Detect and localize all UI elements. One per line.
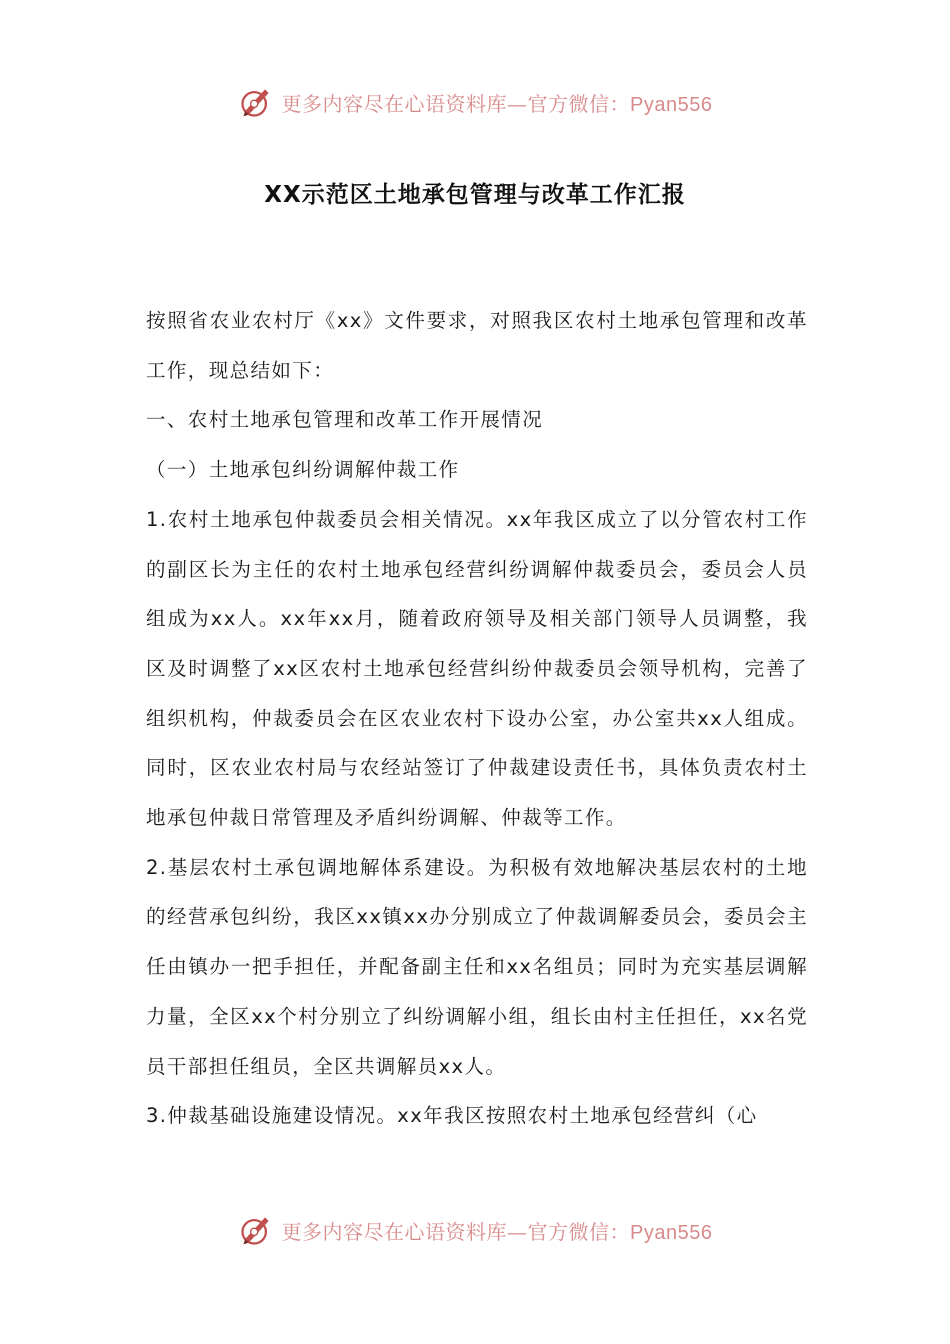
document-body [146, 296, 808, 1141]
body-paragraph-2: 2.基层农村土承包调地解体系建设。为积极有效地解决基层农村的土地的经营承包纠纷，我区xx镇xx办分别成立了仲裁调解委员会，委员会主任由镇办一把手担任，并配备副主任和xx名组员；同时为充实基层调解力量，全区xx个村分别立了纠纷调解小组，组长由村主任担任，xx名党员干部担任组员，全区共调解员xx人。 [146, 855, 808, 1078]
pen-logo-icon [238, 1212, 274, 1248]
watermark-header [0, 82, 950, 122]
section-heading-1: 一、农村土地承包管理和改革工作开展情况 [146, 408, 544, 432]
intro-paragraph: 按照省农业农村厅《xx》文件要求，对照我区农村土地承包管理和改革工作，现总结如下： [146, 309, 808, 382]
watermark-wechat-id: Pyan556 [630, 1221, 713, 1244]
pen-logo-icon [238, 84, 274, 120]
watermark-footer [0, 1210, 950, 1250]
watermark-wechat-id: Pyan556 [630, 93, 713, 116]
watermark-text: 更多内容尽在心语资料库—官方微信：Pyan556 [281, 91, 713, 116]
subsection-heading-1: （一）土地承包纠纷调解仲裁工作 [146, 458, 460, 482]
watermark-text: 更多内容尽在心语资料库—官方微信：Pyan556 [281, 1219, 713, 1244]
body-paragraph-3: 3.仲裁基础设施建设情况。xx年我区按照农村土地承包经营纠（心 [146, 1104, 758, 1128]
document-title: XX示范区土地承包管理与改革工作汇报 [264, 182, 686, 208]
body-paragraph-1: 1.农村土地承包仲裁委员会相关情况。xx年我区成立了以分管农村工作的副区长为主任的农村土地承包经营纠纷调解仲裁委员会，委员会人员组成为xx人。xx年xx月，随着政府领导及相关部门领导人员调整，我区及时调整了xx区农村土地承包经营纠纷仲裁委员会领导机构，完善了组织机构，仲裁委员会在区农业农村下设办公室，办公室共xx人组成。同时，区农业农村局与农经站签订了仲裁建设责任书，具体负责农村土地承包仲裁日常管理及矛盾纠纷调解、仲裁等工作。 [146, 507, 808, 830]
